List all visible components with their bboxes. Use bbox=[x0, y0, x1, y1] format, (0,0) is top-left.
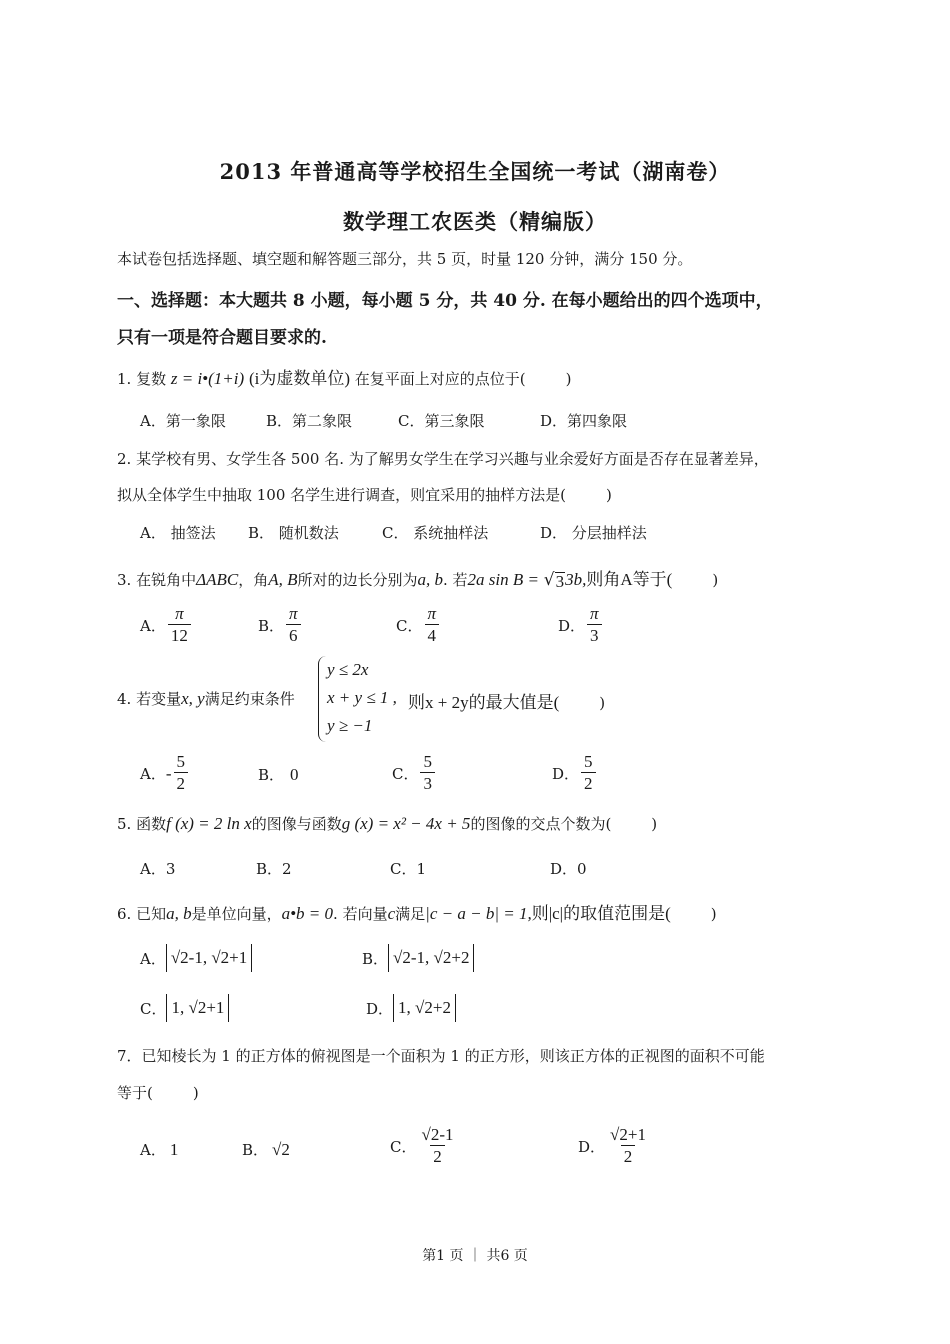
q6-prefix: 6. 已知 bbox=[117, 905, 167, 923]
page-footer: 第1 页 ｜ 共6 页 bbox=[422, 1248, 528, 1264]
q1-note: (i为虚数单位) bbox=[248, 369, 350, 388]
q4-option-b-label: B． bbox=[258, 766, 285, 784]
q6-option-d-label: D． bbox=[366, 999, 394, 1018]
q3-option-c-den: 4 bbox=[425, 624, 440, 647]
section-heading-line1: 一、选择题：本大题共 8 小题，每小题 5 分，共 40 分. 在每小题给出的四个选项中， bbox=[117, 291, 773, 311]
q4-option-d-num: 5 bbox=[584, 752, 593, 771]
q4-option-a-label: A． bbox=[140, 765, 166, 783]
q4-close: ) bbox=[599, 694, 606, 712]
q3-mid3: . 若 bbox=[443, 571, 468, 589]
q4-prefix: 4. 若变量 bbox=[117, 690, 182, 708]
q6-option-d[interactable] bbox=[366, 994, 456, 1022]
q6-dot-product: a•b = 0 bbox=[281, 904, 334, 923]
q2-option-a[interactable]: A． 抽签法 bbox=[140, 524, 216, 542]
q4-option-c-den: 3 bbox=[420, 772, 435, 795]
q2-close: ) bbox=[606, 486, 612, 504]
q3-mid2: 所对的边长分别为 bbox=[297, 571, 418, 589]
q6-tail: 则|c|的取值范围是( bbox=[531, 904, 671, 923]
q4-option-b[interactable] bbox=[258, 764, 299, 785]
q7-option-b-label: B． bbox=[242, 1141, 269, 1159]
q3-mid1: ，角 bbox=[238, 571, 269, 589]
q3-option-b-den: 6 bbox=[286, 624, 301, 647]
section-heading-line2: 只有一项是符合题目要求的. bbox=[117, 328, 327, 348]
q6-option-b[interactable] bbox=[362, 944, 474, 972]
q7-option-b-value: √2 bbox=[272, 1139, 290, 1159]
q4-option-a-sign: - bbox=[165, 763, 172, 783]
q1-option-b[interactable]: B．第二象限 bbox=[266, 412, 353, 430]
q5-option-d[interactable]: D．0 bbox=[550, 860, 587, 878]
q1-option-c[interactable]: C．第三象限 bbox=[398, 412, 485, 430]
q3-option-b[interactable] bbox=[258, 604, 303, 647]
q4-vars: x, y bbox=[181, 689, 205, 708]
q7-option-c-num: √2-1 bbox=[421, 1125, 454, 1144]
q1-suffix: 在复平面上对应的点位于( bbox=[354, 370, 526, 388]
q7-close: ) bbox=[192, 1084, 199, 1102]
q6-option-a[interactable] bbox=[140, 944, 252, 972]
q6-mid3: 满足 bbox=[395, 905, 426, 923]
q6-option-b-value: √2-1, √2+2 bbox=[388, 944, 474, 972]
q4-constraint-2: x + y ≤ 1 , bbox=[327, 688, 397, 707]
q4-constraint-1: y ≤ 2x bbox=[327, 660, 369, 679]
q3-angles: A, B bbox=[268, 570, 298, 589]
q3-option-b-label: B． bbox=[258, 617, 285, 635]
q2-line2-text: 拟从全体学生中抽取 100 名学生进行调查，则宜采用的抽样方法是( bbox=[117, 486, 567, 504]
q6-option-c[interactable] bbox=[140, 994, 229, 1022]
q6-mid1: 是单位向量， bbox=[191, 905, 282, 923]
q1-prefix: 1. 复数 bbox=[117, 370, 167, 388]
q3-option-d-label: D． bbox=[558, 617, 586, 635]
question-7-line2 bbox=[117, 1082, 199, 1103]
q1-close: ) bbox=[565, 370, 572, 388]
q7-option-b[interactable] bbox=[242, 1139, 290, 1160]
q5-option-b[interactable]: B．2 bbox=[256, 860, 292, 878]
q7-option-d-den: 2 bbox=[621, 1145, 636, 1168]
q3-option-c-num: π bbox=[427, 604, 437, 623]
q5-option-a[interactable]: A．3 bbox=[140, 860, 176, 878]
q4-option-c-label: C． bbox=[392, 765, 419, 783]
q4-option-d-label: D． bbox=[552, 765, 580, 783]
q3-option-c[interactable] bbox=[396, 604, 441, 647]
q5-tail: 的图像的交点个数为( bbox=[470, 815, 612, 833]
q7-line2-text: 等于( bbox=[117, 1084, 153, 1102]
q7-option-a[interactable] bbox=[140, 1139, 178, 1160]
q3-close: ) bbox=[712, 571, 719, 589]
q2-option-b[interactable]: B． 随机数法 bbox=[248, 524, 339, 542]
q3-sqrt: √ 3 bbox=[543, 570, 565, 591]
exam-subtitle: 数学理工农医类（精编版） bbox=[343, 209, 607, 234]
q7-option-c-den: 2 bbox=[430, 1145, 445, 1168]
q1-option-a[interactable]: A．第一象限 bbox=[140, 412, 226, 430]
q4-option-a-den: 2 bbox=[174, 772, 189, 795]
q4-option-c[interactable] bbox=[392, 752, 437, 795]
q5-mid: 的图像与函数 bbox=[251, 815, 342, 833]
q6-option-a-label: A． bbox=[140, 949, 166, 968]
q6-condition: |c − a − b| = 1, bbox=[425, 904, 532, 923]
q4-constraint-system bbox=[318, 656, 397, 742]
q7-option-a-value: 1 bbox=[169, 1139, 179, 1159]
q4-option-d-den: 2 bbox=[581, 772, 596, 795]
q7-option-a-label: A． bbox=[140, 1141, 166, 1159]
q6-vector-c: c bbox=[387, 904, 396, 923]
q4-option-a[interactable] bbox=[140, 752, 190, 795]
q3-option-b-num: π bbox=[289, 604, 298, 623]
q3-option-d-num: π bbox=[590, 604, 599, 623]
q1-option-d[interactable]: D．第四象限 bbox=[540, 412, 628, 430]
q5-function-g: g (x) = x² − 4x + 5 bbox=[341, 814, 471, 833]
q6-option-c-label: C． bbox=[140, 999, 167, 1018]
q3-prefix: 3. 在锐角中 bbox=[117, 571, 197, 589]
q3-option-a-label: A． bbox=[140, 617, 166, 635]
question-5 bbox=[117, 813, 657, 834]
q3-condition-left: 2a sin B = bbox=[467, 570, 539, 589]
question-6 bbox=[117, 899, 717, 924]
question-4 bbox=[117, 688, 295, 709]
q7-option-c[interactable] bbox=[390, 1125, 458, 1168]
q4-tail-line bbox=[408, 688, 605, 713]
q3-sides: a, b bbox=[417, 570, 443, 589]
q7-option-d-label: D． bbox=[578, 1138, 606, 1156]
q6-option-b-label: B． bbox=[362, 949, 389, 968]
q3-option-a-num: π bbox=[175, 604, 184, 623]
q6-vectors: a, b bbox=[166, 904, 192, 923]
question-2-line1: 2. 某学校有男、女学生各 500 名. 为了解男女学生在学习兴趣与业余爱好方面是否存在显著差异， bbox=[117, 450, 769, 468]
q6-close: ) bbox=[710, 905, 717, 923]
q2-option-d[interactable]: D． 分层抽样法 bbox=[540, 524, 647, 542]
exam-title: 2013 年普通高等学校招生全国统一考试（湖南卷） bbox=[219, 159, 731, 184]
q4-option-a-num: 5 bbox=[176, 752, 186, 771]
q5-option-c[interactable]: C．1 bbox=[390, 860, 427, 878]
q3-option-d[interactable] bbox=[558, 604, 604, 647]
q6-option-a-value: √2-1, √2+1 bbox=[166, 944, 252, 972]
q6-option-d-value: 1, √2+2 bbox=[393, 994, 456, 1022]
q7-option-d-num: √2+1 bbox=[610, 1125, 646, 1144]
q4-constraint-3: y ≥ −1 bbox=[327, 716, 373, 735]
q4-option-c-num: 5 bbox=[423, 752, 432, 771]
q3-triangle: ΔABC bbox=[196, 570, 239, 589]
q3-condition-right: 3b, bbox=[565, 570, 587, 589]
q6-option-c-value: 1, √2+1 bbox=[166, 994, 229, 1022]
q4-option-b-value: 0 bbox=[290, 764, 299, 784]
question-1 bbox=[117, 364, 571, 389]
q4-mid: 满足约束条件 bbox=[204, 690, 295, 708]
q2-option-c[interactable]: C． 系统抽样法 bbox=[382, 524, 489, 542]
q3-option-d-den: 3 bbox=[587, 624, 602, 647]
q5-close: ) bbox=[651, 815, 658, 833]
q3-tail: 则角A等于( bbox=[586, 570, 673, 589]
q1-formula: z = i•(1+i) bbox=[170, 369, 245, 388]
q3-option-a[interactable] bbox=[140, 604, 193, 647]
q3-option-a-den: 12 bbox=[168, 624, 191, 647]
intro-text: 本试卷包括选择题、填空题和解答题三部分，共 5 页，时量 120 分钟，满分 150 分。 bbox=[117, 250, 693, 268]
q7-option-c-label: C． bbox=[390, 1138, 417, 1156]
q3-option-c-label: C． bbox=[396, 617, 423, 635]
question-7-line1: 7．已知棱长为 1 的正方体的俯视图是一个面积为 1 的正方形，则该正方体的正视图的面积不可能 bbox=[117, 1047, 765, 1065]
q4-tail: 则x + 2y的最大值是( bbox=[408, 693, 560, 712]
question-3 bbox=[117, 565, 718, 590]
question-2-line2 bbox=[117, 484, 612, 505]
q5-function-f: f (x) = 2 ln x bbox=[166, 814, 252, 833]
q4-option-d[interactable] bbox=[552, 752, 598, 795]
q6-mid2: . 若向量 bbox=[333, 905, 388, 923]
q7-option-d[interactable] bbox=[578, 1125, 651, 1168]
q5-prefix: 5. 函数 bbox=[117, 815, 167, 833]
